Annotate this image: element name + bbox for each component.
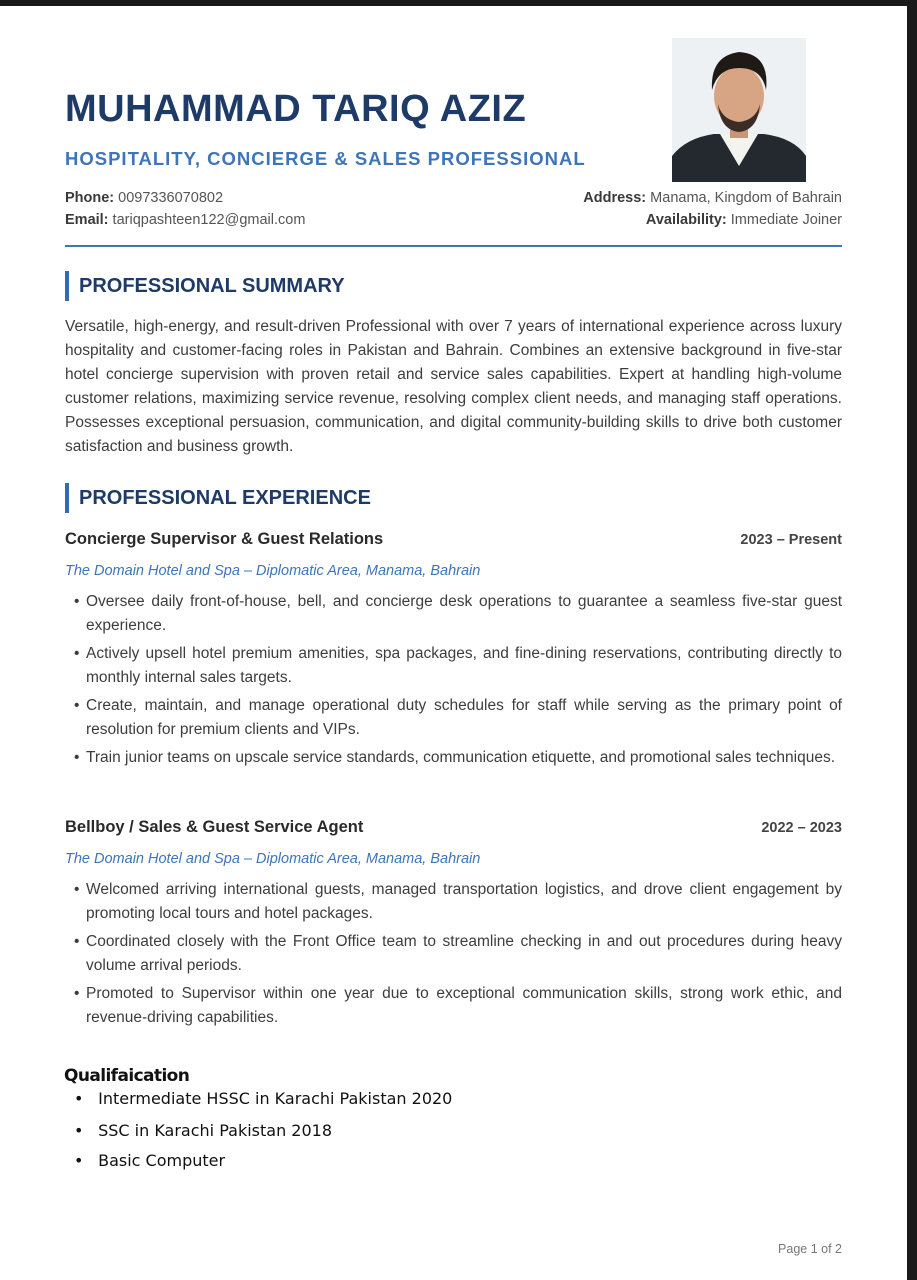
duty-text: Welcomed arriving international guests, managed transportation logistics, and drove client engagement by promoting local tours and hotel packages. <box>86 881 842 922</box>
phone-label: Phone: <box>65 190 115 206</box>
job-company: The Domain Hotel and Spa – Diplomatic Area, Manama, Bahrain <box>65 563 481 579</box>
header-divider <box>65 245 842 247</box>
list-item <box>74 1089 452 1108</box>
duty-text: Oversee daily front-of-house, bell, and concierge desk operations to guarantee a seamless five-star guest experience. <box>86 593 842 634</box>
availability-value: Immediate Joiner <box>730 212 842 228</box>
summary-text: Versatile, high-energy, and result-driven Professional with over 7 years of international experience across luxury hospitality and customer-facing roles in Pakistan and Bahrain. Combines an extensive background in five-star hotel concierge supervision with proven retail and service sales capabilities. Expert at handling high-volume customer relations, maximizing service revenue, resolving complex client needs, and managing staff operations. Possesses exceptional persuasion, communication, and digital community-building skills to drive both customer satisfaction and business growth. <box>65 318 842 455</box>
profile-photo <box>672 38 806 182</box>
duty-text: Coordinated closely with the Front Office team to streamline checking in and out procedures during heavy volume arrival periods. <box>86 933 842 974</box>
resume-page <box>0 6 907 1280</box>
job-header <box>65 530 842 552</box>
qualification-heading: Qualifaication <box>64 1066 190 1086</box>
email-label: Email: <box>65 212 109 228</box>
qualification-text: SSC in Karachi Pakistan 2018 <box>98 1121 333 1140</box>
bullet-icon: • <box>74 1151 84 1170</box>
experience-heading: PROFESSIONAL EXPERIENCE <box>65 483 839 513</box>
availability-label: Availability: <box>645 212 727 228</box>
address-label: Address: <box>583 190 647 206</box>
list-item <box>72 982 842 1030</box>
job-duties-list <box>72 590 842 774</box>
job-dates: 2022 – 2023 <box>761 820 842 836</box>
bullet-icon: • <box>74 985 80 1002</box>
bullet-icon: • <box>74 1121 84 1140</box>
list-item <box>72 590 842 638</box>
address-value: Manama, Kingdom of Bahrain <box>650 190 842 206</box>
job-title: Bellboy / Sales & Guest Service Agent <box>65 818 364 836</box>
bullet-icon: • <box>74 593 80 610</box>
portrait-image <box>672 38 806 182</box>
duty-text: Train junior teams on upscale service standards, communication etiquette, and promotional sales techniques. <box>86 749 835 766</box>
professional-title: HOSPITALITY, CONCIERGE & SALES PROFESSIONAL <box>65 148 586 169</box>
email-value[interactable]: tariqpashteen122@gmail.com <box>112 212 306 228</box>
list-item <box>72 930 842 978</box>
qualification-text: Intermediate HSSC in Karachi Pakistan 2020 <box>98 1089 453 1108</box>
list-item <box>72 878 842 926</box>
address-line <box>583 190 842 206</box>
phone-line <box>65 190 223 206</box>
duty-text: Promoted to Supervisor within one year due to exceptional communication skills, strong work ethic, and revenue-driving capabilities. <box>86 985 842 1026</box>
availability-line <box>646 212 842 228</box>
candidate-name: MUHAMMAD TARIQ AZIZ <box>65 88 527 130</box>
list-item <box>74 1151 225 1170</box>
job-header <box>65 818 842 840</box>
bullet-icon: • <box>74 749 80 766</box>
qualification-text: Basic Computer <box>98 1151 226 1170</box>
job-company: The Domain Hotel and Spa – Diplomatic Area, Manama, Bahrain <box>65 851 481 867</box>
phone-value[interactable]: 0097336070802 <box>118 190 224 206</box>
job-duties-list <box>72 878 842 1034</box>
duty-text: Actively upsell hotel premium amenities, spa packages, and fine-dining reservations, contributing directly to monthly internal sales targets. <box>86 645 842 686</box>
list-item <box>74 1121 332 1140</box>
bullet-icon: • <box>74 697 80 714</box>
bullet-icon: • <box>74 645 80 662</box>
duty-text: Create, maintain, and manage operational duty schedules for staff while serving as the primary point of resolution for premium clients and VIPs. <box>86 697 842 738</box>
page-number: Page 1 of 2 <box>778 1242 842 1256</box>
bullet-icon: • <box>74 933 80 950</box>
bullet-icon: • <box>74 881 80 898</box>
list-item <box>72 642 842 690</box>
job-dates: 2023 – Present <box>740 532 842 548</box>
summary-heading: PROFESSIONAL SUMMARY <box>65 271 839 301</box>
email-line <box>65 212 305 228</box>
list-item <box>72 694 842 742</box>
list-item <box>72 746 842 770</box>
job-title: Concierge Supervisor & Guest Relations <box>65 530 384 548</box>
bullet-icon: • <box>74 1089 84 1108</box>
